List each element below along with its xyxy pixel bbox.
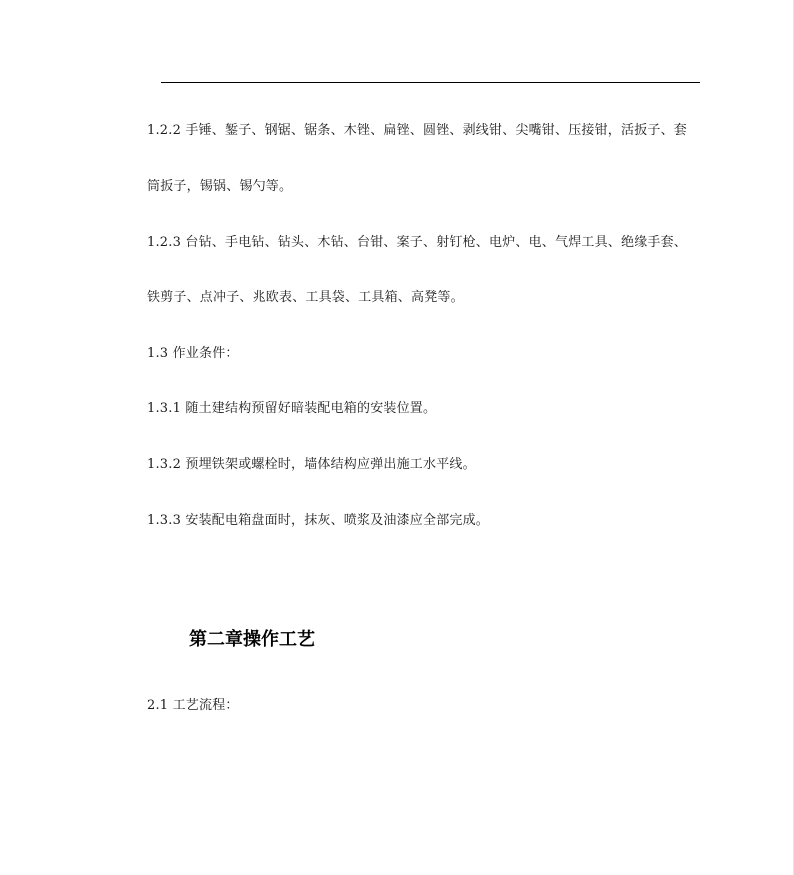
- text-line-1-3-3: 1.3.3 安装配电箱盘面时，抹灰、喷浆及油漆应全部完成。: [147, 513, 490, 528]
- chapter-title: 第二章操作工艺: [189, 629, 315, 650]
- section-heading-2-1: 2.1 工艺流程：: [147, 698, 239, 713]
- text-line-1-2-2-b: 筒扳子，锡锅、锡勺等。: [147, 179, 293, 194]
- header-rule: [161, 82, 700, 83]
- text-line-1-2-3-b: 铁剪子、点冲子、兆欧表、工具袋、工具箱、高凳等。: [147, 290, 464, 305]
- section-heading-1-3: 1.3 作业条件：: [147, 346, 239, 361]
- text-line-1-2-2-a: 1.2.2 手锤、錾子、钢锯、锯条、木锉、扁锉、圆锉、剥线钳、尖嘴钳、压接钳，活扳子、套: [147, 123, 688, 138]
- text-line-1-3-1: 1.3.1 随土建结构预留好暗装配电箱的安装位置。: [147, 401, 437, 416]
- text-line-1-2-3-a: 1.2.3 台钻、手电钻、钻头、木钻、台钳、案子、射钉枪、电炉、电、气焊工具、绝缘手套、: [147, 235, 688, 250]
- text-line-1-3-2: 1.3.2 预埋铁架或螺栓时，墙体结构应弹出施工水平线。: [147, 457, 476, 472]
